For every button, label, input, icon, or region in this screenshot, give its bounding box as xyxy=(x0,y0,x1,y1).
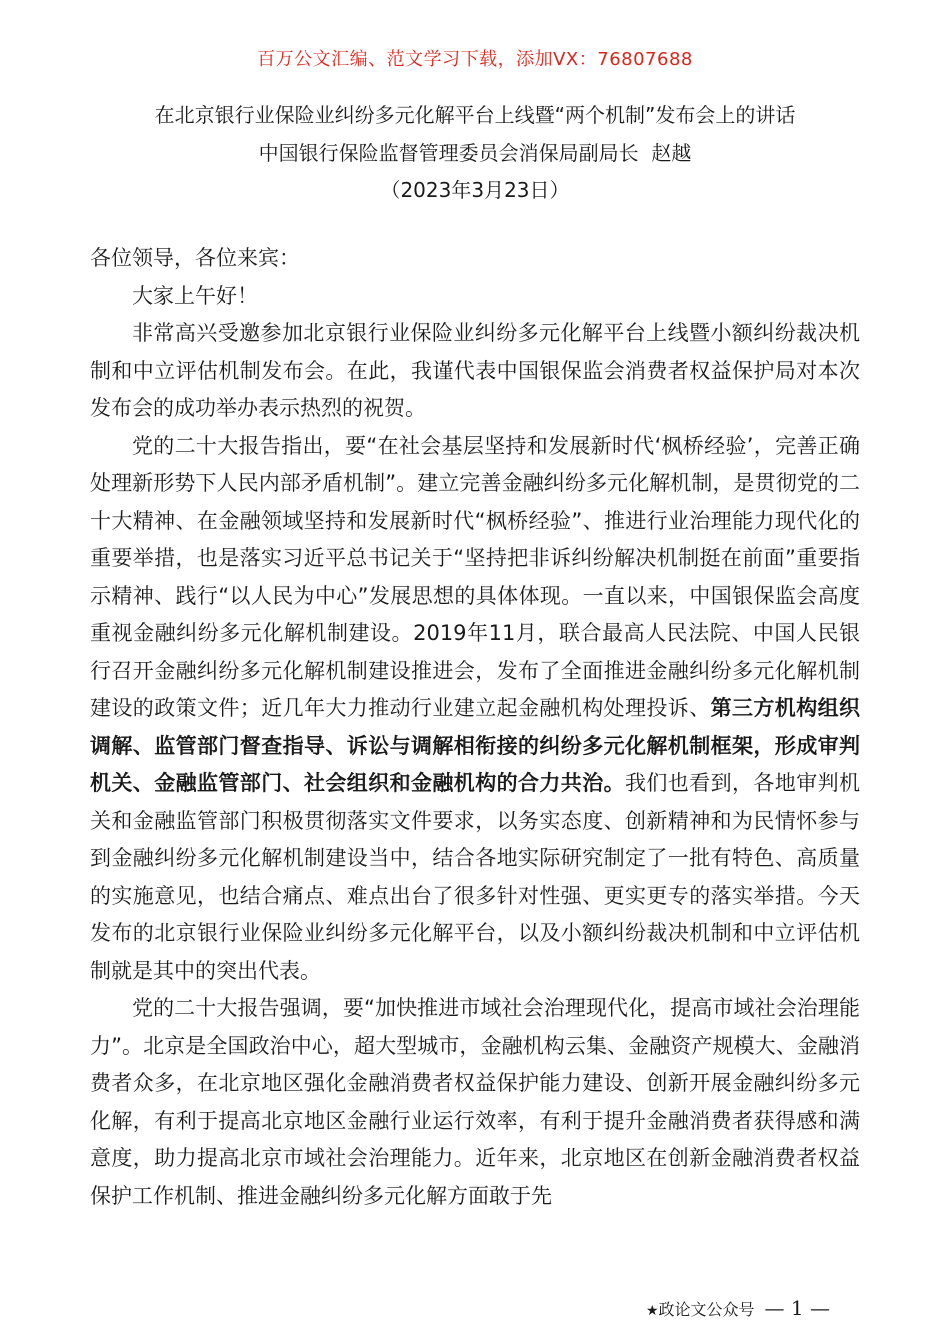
page-number: — 1 — xyxy=(764,1296,830,1320)
paragraph-2-text-b: 我们也看到，各地审判机关和金融监管部门积极贯彻落实文件要求，以务实态度、创新精神和为民情怀参与到金融纠纷多元化解机制建设当中，结合各地实际研究制定了一批有特色、高质量的实施意见，也结合痛点、难点出台了很多针对性强、更实更专的落实举措。今天发布的北京银行业保险业纠纷多元化解平台，以及小额纠纷裁决机制和中立评估机制就是其中的突出代表。 xyxy=(90,771,860,983)
footer-source-label: 政论文公众号 xyxy=(658,1299,755,1319)
speech-body xyxy=(90,240,860,1215)
speech-date: （2023年3月23日） xyxy=(380,178,570,202)
page-footer xyxy=(646,1296,830,1320)
speech-title: 在北京银行业保险业纠纷多元化解平台上线暨“两个机制”发布会上的讲话 xyxy=(154,103,796,127)
paragraph-2-text-a: 党的二十大报告指出，要“在社会基层坚持和发展新时代‘枫桥经验’，完善正确处理新形势下人民内部矛盾机制”。建立完善金融纠纷多元化解机制，是贯彻党的二十大精神、在金融领域坚持和发展新时代“枫桥经验”、推进行业治理能力现代化的重要举措，也是落实习近平总书记关于“坚持把非诉纠纷解决机制挺在前面”重要指示精神、践行“以人民为中心”发展思想的具体体现。一直以来，中国银保监会高度重视金融纠纷多元化解机制建设。2019年11月，联合最高人民法院、中国人民银行召开金融纠纷多元化解机制建设推进会，发布了全面推进金融纠纷多元化解机制建设的政策文件；近几年大力推动行业建立起金融机构处理投诉、 xyxy=(90,433,860,720)
paragraph-2-bold-text: 第三方机构组织调解、监管部门督查指导、诉讼与调解相衔接的纠纷多元化解机制框架，形成审判机关、金融监管部门、社会组织和金融机构的合力共治。 xyxy=(90,696,861,795)
paragraph-2 xyxy=(90,428,860,991)
promo-banner: 百万公文汇编、范文学习下载，添加VX：76807688 xyxy=(257,49,693,70)
salutation: 各位领导，各位来宾： xyxy=(90,246,300,270)
paragraph-3: 党的二十大报告强调，要“加快推进市域社会治理现代化，提高市域社会治理能力”。北京是全国政治中心，超大型城市，金融机构云集、金融资产规模大、金融消费者众多，在北京地区强化金融消费者权益保护能力建设、创新开展金融纠纷多元化解，有利于提高北京地区金融行业运行效率，有利于提升金融消费者获得感和满意度，助力提高北京市域社会治理能力。近年来，北京地区在创新金融消费者权益保护工作机制、推进金融纠纷多元化解方面敢于先 xyxy=(90,996,860,1208)
footer-source xyxy=(646,1297,755,1320)
speaker-line: 中国银行保险监督管理委员会消保局副局长 赵越 xyxy=(258,141,692,165)
paragraph-1: 非常高兴受邀参加北京银行业保险业纠纷多元化解平台上线暨小额纠纷裁决机制和中立评估机制发布会。在此，我谨代表中国银保监会消费者权益保护局对本次发布会的成功举办表示热烈的祝贺。 xyxy=(90,321,860,420)
greeting: 大家上午好！ xyxy=(132,283,258,308)
star-icon: ★ xyxy=(645,1302,659,1319)
